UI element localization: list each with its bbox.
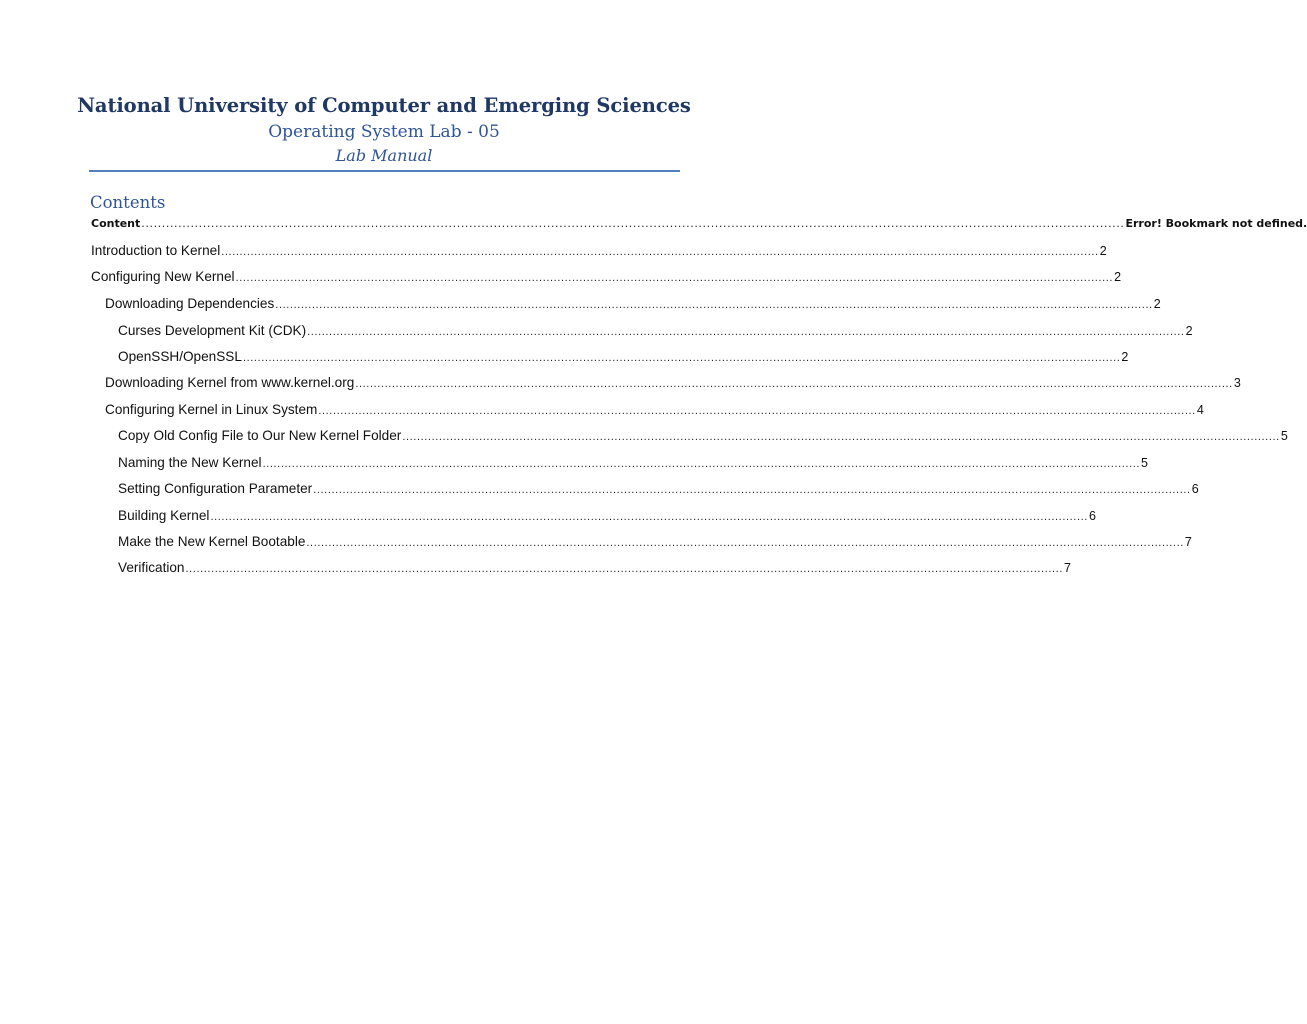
toc-dot-leader: ................................................................................................................................................................................................................................................ [242,352,1121,364]
toc-entry-label: Configuring Kernel in Linux System [105,402,318,417]
toc-entry-naming-new-kernel[interactable] [118,455,1148,475]
contents-heading: Contents [90,193,166,212]
toc-entry-setting-configuration[interactable] [118,481,1199,501]
toc-entry-copy-old-config[interactable] [118,428,1288,448]
toc-dot-leader: ................................................................................................................................................................................................................................................ [402,431,1280,443]
toc-entry-downloading-dependencies[interactable] [105,296,1161,316]
toc-page-number: 7 [1063,561,1071,575]
toc-page-number: 5 [1280,429,1288,443]
toc-entry-configuring-kernel-linux[interactable] [105,402,1204,422]
toc-page-number: 4 [1196,403,1204,417]
toc-entry-configuring-new-kernel[interactable] [91,269,1122,289]
toc-entry-label: Content [91,217,141,230]
toc-entry-label: Configuring New Kernel [91,269,235,284]
toc-entry-openssh-openssl[interactable] [118,349,1129,369]
toc-page-number: Error! Bookmark not defined. [1125,217,1307,230]
lab-manual-subtitle: Lab Manual [335,146,433,165]
toc-entry-label: OpenSSH/OpenSSL [118,349,242,364]
toc-entry-label: Downloading Kernel from www.kernel.org [105,375,355,390]
toc-dot-leader: ................................................................................................................................................................................................................................................ [307,326,1185,338]
toc-entry-curses-development-kit[interactable] [118,323,1193,343]
toc-dot-leader: ................................................................................................................................................................................................................................................ [210,511,1088,523]
toc-entry-downloading-kernel[interactable] [105,375,1241,395]
toc-entry-label: Verification [118,560,185,575]
toc-entry-verification[interactable] [118,560,1071,580]
toc-dot-leader: ................................................................................................................................................................................................................................................ [313,484,1191,496]
toc-entry-label: Copy Old Config File to Our New Kernel Folder [118,428,402,443]
toc-entry-content[interactable] [91,217,1307,237]
toc-dot-leader: ................................................................................................................................................................................................................................................ [221,246,1099,258]
toc-page-number: 7 [1184,535,1192,549]
toc-dot-leader: ................................................................................................................................................................................................................................................ [306,537,1184,549]
toc-dot-leader: ................................................................................................................................................................................................................................................ [275,299,1153,311]
toc-page-number: 2 [1099,244,1107,258]
toc-dot-leader: ................................................................................................................................................................................................................................................ [318,405,1196,417]
toc-entry-introduction-to-kernel[interactable] [91,243,1107,263]
toc-dot-leader: ................................................................................................................................................................................................................................................ [185,563,1063,575]
toc-entry-label: Introduction to Kernel [91,243,221,258]
toc-entry-label: Curses Development Kit (CDK) [118,323,307,338]
toc-page-number: 6 [1191,482,1199,496]
toc-entry-building-kernel[interactable] [118,508,1096,528]
toc-page-number: 2 [1153,297,1161,311]
toc-page-number: 3 [1233,376,1241,390]
toc-entry-label: Setting Configuration Parameter [118,481,313,496]
toc-entry-label: Downloading Dependencies [105,296,275,311]
toc-dot-leader: ................................................................................................................................................................................................................................................ [262,458,1141,470]
lab-title: Operating System Lab - 05 [268,122,500,142]
toc-dot-leader: ................................................................................................................................................................................................................................................ [235,272,1114,284]
toc-entry-label: Make the New Kernel Bootable [118,534,306,549]
toc-dot-leader: ................................................................................................................................................................................................................................................ [141,217,1125,230]
toc-entry-make-kernel-bootable[interactable] [118,534,1192,554]
toc-page-number: 6 [1088,509,1096,523]
university-name: National University of Computer and Emerging Sciences [77,94,691,117]
toc-page-number: 5 [1141,456,1148,470]
toc-page-number: 2 [1185,324,1193,338]
toc-page-number: 2 [1114,270,1122,284]
toc-entry-label: Building Kernel [118,508,210,523]
toc-entry-label: Naming the New Kernel [118,455,262,470]
toc-page-number: 2 [1121,350,1129,364]
toc-dot-leader: ................................................................................................................................................................................................................................................ [355,378,1233,390]
